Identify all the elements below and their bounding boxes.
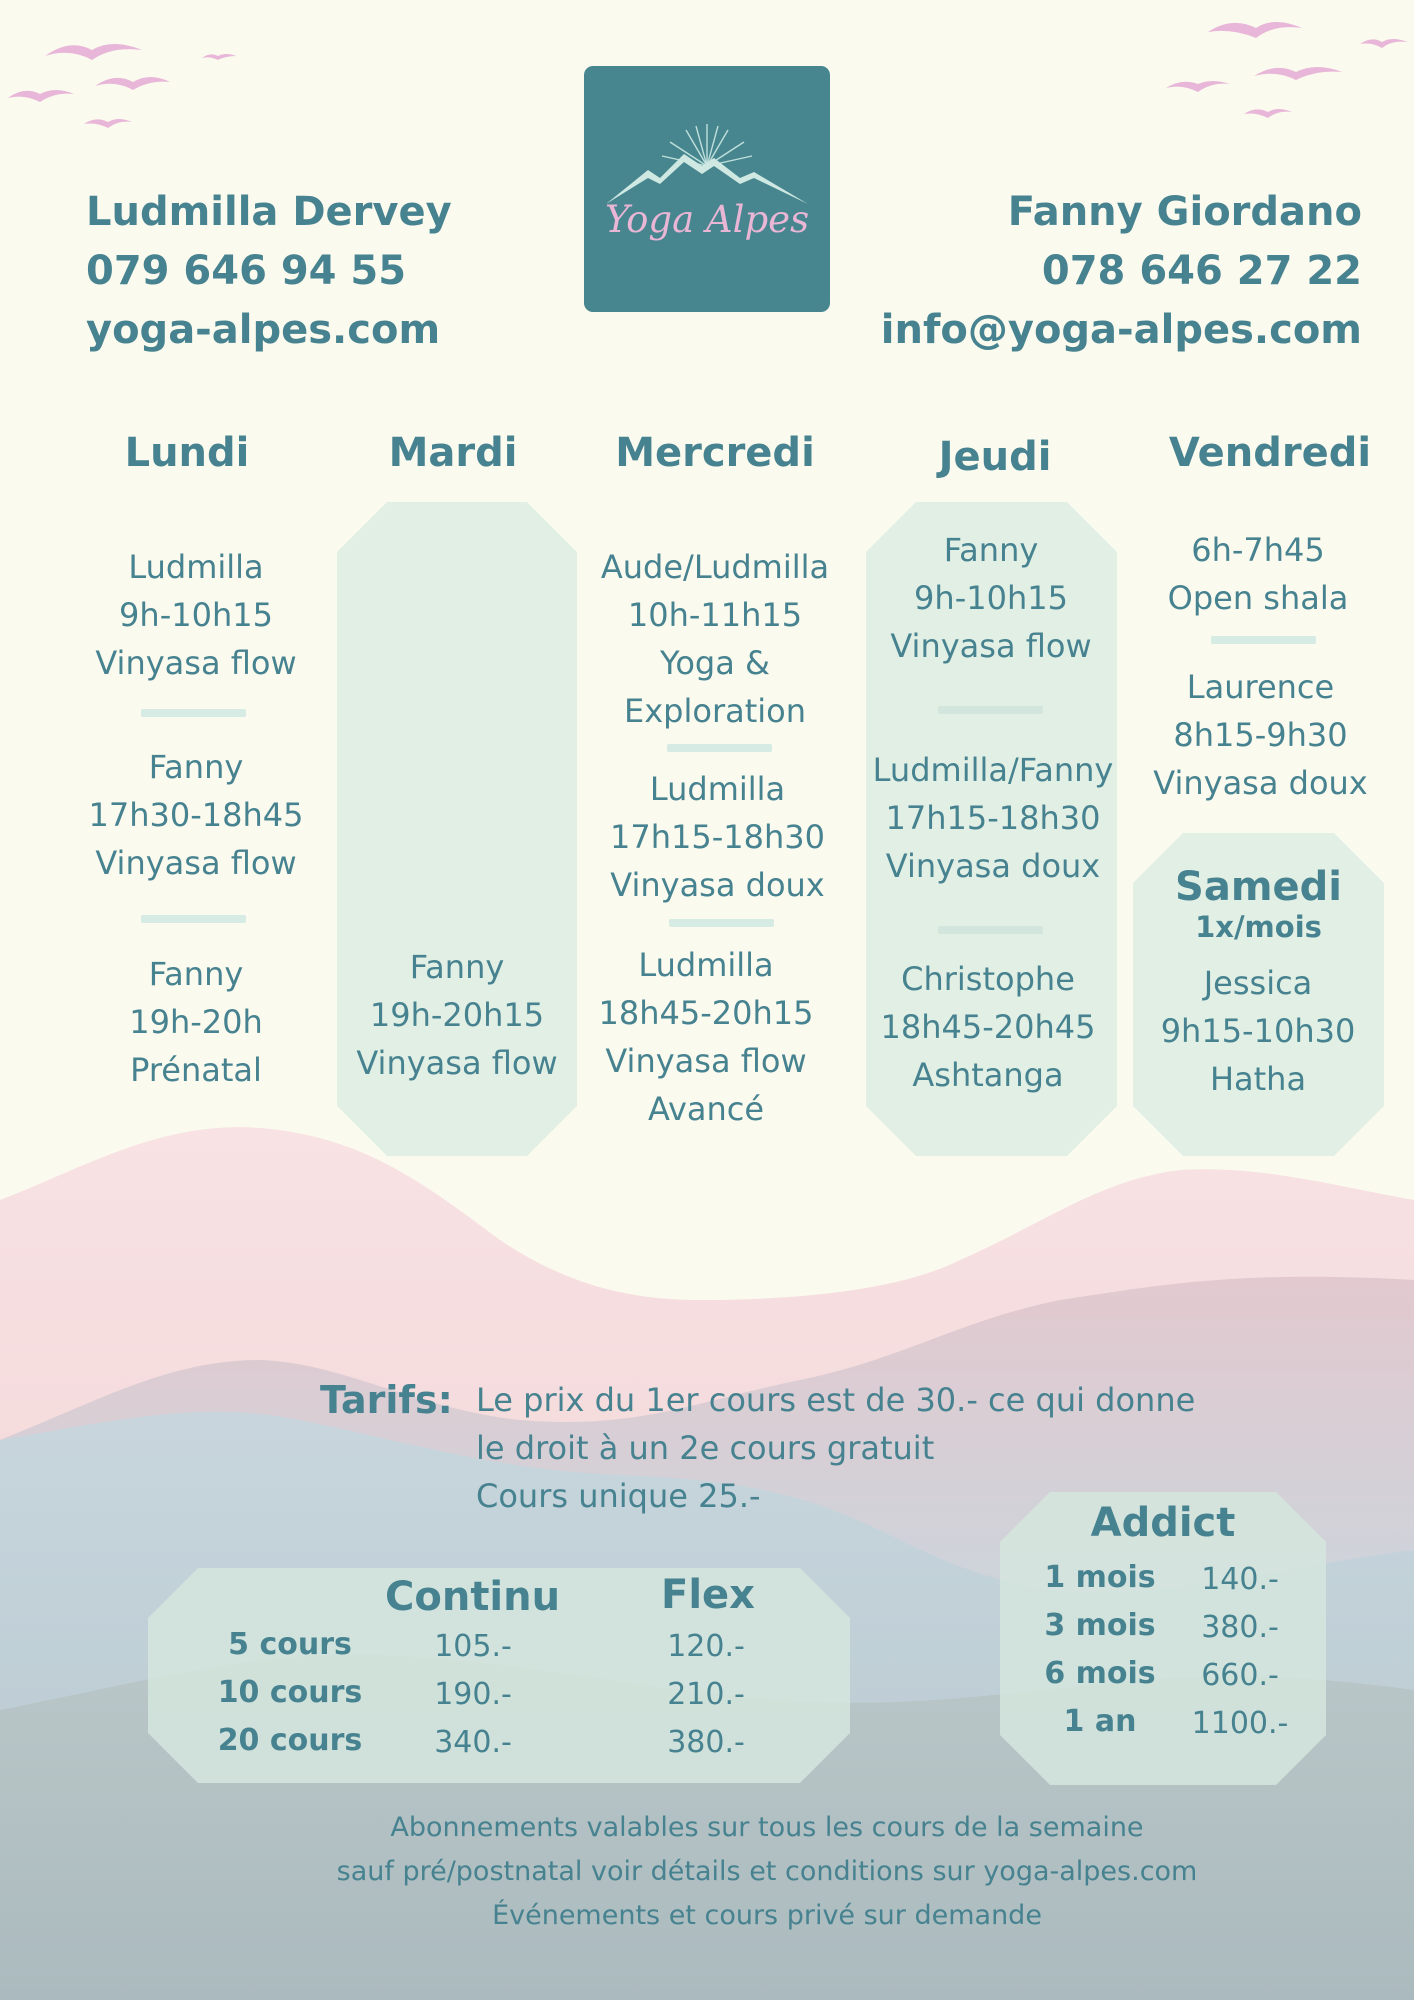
separator xyxy=(669,919,774,927)
class-time: 18h45-20h15 xyxy=(598,994,814,1032)
class-teacher: Ludmilla xyxy=(638,946,774,984)
day-vendredi: Vendredi xyxy=(1168,430,1372,476)
tarifs-line: Le prix du 1er cours est de 30.- ce qui donne xyxy=(476,1381,1196,1419)
class-teacher: Fanny xyxy=(943,531,1039,569)
separator xyxy=(141,915,246,923)
contact-right-phone: 078 646 27 22 xyxy=(1041,248,1362,294)
samedi-frequency: 1x/mois xyxy=(1195,910,1322,944)
class-samedi-1 xyxy=(1128,959,1388,1103)
class-style: Yoga & xyxy=(660,644,770,682)
tarifs-line: le droit à un 2e cours gratuit xyxy=(476,1429,935,1467)
pricing-flex-value: 380.- xyxy=(667,1725,745,1760)
samedi-title: Samedi xyxy=(1175,864,1342,910)
class-style: Prénatal xyxy=(130,1051,262,1089)
class-teacher: Fanny xyxy=(148,748,244,786)
class-time: 19h-20h xyxy=(129,1003,263,1041)
pricing-row-label: 20 cours xyxy=(217,1723,363,1758)
contact-left xyxy=(86,183,452,360)
addict-price: 140.- xyxy=(1201,1562,1279,1597)
class-style: Vinyasa flow xyxy=(95,644,297,682)
class-time: 8h15-9h30 xyxy=(1173,716,1348,754)
class-teacher: Aude/Ludmilla xyxy=(600,548,830,586)
addict-row-label: 1 mois xyxy=(1044,1560,1156,1595)
class-jeudi-3 xyxy=(858,955,1118,1099)
class-lundi-1 xyxy=(66,543,326,687)
tarifs-line: Cours unique 25.- xyxy=(476,1477,761,1515)
class-time: 18h45-20h45 xyxy=(880,1008,1096,1046)
class-style: Hatha xyxy=(1209,1060,1307,1098)
class-time: 19h-20h15 xyxy=(369,996,545,1034)
class-time: 6h-7h45 xyxy=(1191,531,1325,569)
class-teacher: Fanny xyxy=(409,948,505,986)
birds-right-icon xyxy=(1160,10,1414,130)
class-style: Vinyasa doux xyxy=(885,847,1101,885)
class-style: Vinyasa flow xyxy=(890,627,1092,665)
birds-left-icon xyxy=(0,20,260,150)
pricing-row-label: 10 cours xyxy=(217,1675,363,1710)
class-lundi-3 xyxy=(66,950,326,1094)
contact-right-name: Fanny Giordano xyxy=(1007,189,1362,235)
class-time: 9h15-10h30 xyxy=(1160,1012,1356,1050)
day-mardi: Mardi xyxy=(388,430,518,476)
class-vendredi-2 xyxy=(1128,663,1393,807)
class-style: Vinyasa doux xyxy=(610,866,825,904)
class-mardi-1 xyxy=(327,943,587,1087)
contact-left-web[interactable]: yoga-alpes.com xyxy=(86,307,441,353)
class-lundi-2 xyxy=(66,743,326,887)
addict-title: Addict xyxy=(1090,1500,1236,1546)
class-style: Vinyasa flow xyxy=(356,1044,558,1082)
class-teacher: Laurence xyxy=(1186,668,1335,706)
class-teacher: Ludmilla xyxy=(649,770,786,808)
mountain-sunburst-icon xyxy=(604,118,810,208)
footer-notes xyxy=(60,1806,1414,1938)
addict-row-label: 1 an xyxy=(1063,1704,1137,1739)
addict-price: 1100.- xyxy=(1191,1706,1289,1741)
header-flex: Flex xyxy=(661,1572,755,1618)
pricing-flex-value: 210.- xyxy=(667,1677,745,1712)
day-mercredi: Mercredi xyxy=(615,430,815,476)
pricing-continu-value: 105.- xyxy=(434,1629,512,1664)
footer-line: sauf pré/postnatal voir détails et conditions sur yoga-alpes.com xyxy=(336,1856,1198,1887)
class-mercredi-1 xyxy=(580,543,850,735)
class-style: Vinyasa doux xyxy=(1153,764,1368,802)
day-jeudi: Jeudi xyxy=(938,434,1052,480)
day-lundi: Lundi xyxy=(124,430,250,476)
addict-price: 660.- xyxy=(1201,1658,1279,1693)
class-style: Ashtanga xyxy=(912,1056,1064,1094)
footer-line: Événements et cours privé sur demande xyxy=(492,1900,1042,1931)
footer-line: Abonnements valables sur tous les cours de la semaine xyxy=(390,1812,1144,1843)
class-teacher: Jessica xyxy=(1203,964,1313,1002)
logo-text: Yoga Alpes xyxy=(604,198,810,241)
class-style: Exploration xyxy=(624,692,806,730)
class-style: Open shala xyxy=(1167,579,1349,617)
header-continu: Continu xyxy=(385,1574,561,1620)
contact-right-email[interactable]: info@yoga-alpes.com xyxy=(880,307,1362,353)
class-teacher: Ludmilla/Fanny xyxy=(872,751,1114,789)
addict-price: 380.- xyxy=(1201,1610,1279,1645)
contact-right xyxy=(881,183,1362,360)
contact-left-name: Ludmilla Dervey xyxy=(86,189,452,235)
separator xyxy=(141,709,246,717)
pricing-flex-value: 120.- xyxy=(667,1629,745,1664)
class-style: Vinyasa flow xyxy=(605,1042,807,1080)
pricing-continu-value: 190.- xyxy=(434,1677,512,1712)
class-time: 17h30-18h45 xyxy=(88,796,304,834)
addict-row-label: 3 mois xyxy=(1044,1608,1156,1643)
contact-left-phone: 079 646 94 55 xyxy=(86,248,407,294)
class-jeudi-1 xyxy=(861,526,1121,670)
tarifs-label: Tarifs: xyxy=(320,1378,453,1422)
class-time: 17h15-18h30 xyxy=(885,799,1101,837)
class-teacher: Christophe xyxy=(901,960,1075,998)
class-jeudi-2 xyxy=(858,746,1128,890)
separator xyxy=(667,744,772,752)
class-mercredi-2 xyxy=(580,765,855,909)
separator xyxy=(1211,636,1316,644)
class-vendredi-1 xyxy=(1128,526,1388,622)
class-teacher: Fanny xyxy=(148,955,244,993)
class-mercredi-3 xyxy=(576,941,836,1133)
separator xyxy=(938,706,1043,714)
class-style: Avancé xyxy=(647,1090,765,1128)
addict-row-label: 6 mois xyxy=(1044,1656,1156,1691)
separator xyxy=(938,926,1043,934)
class-style: Vinyasa flow xyxy=(95,844,297,882)
class-time: 9h-10h15 xyxy=(914,579,1068,617)
yoga-alpes-logo xyxy=(584,66,830,312)
class-time: 17h15-18h30 xyxy=(610,818,825,856)
pricing-row-label: 5 cours xyxy=(228,1627,352,1662)
pricing-continu-value: 340.- xyxy=(434,1725,512,1760)
class-teacher: Ludmilla xyxy=(128,548,264,586)
class-time: 9h-10h15 xyxy=(119,596,273,634)
class-time: 10h-11h15 xyxy=(627,596,803,634)
